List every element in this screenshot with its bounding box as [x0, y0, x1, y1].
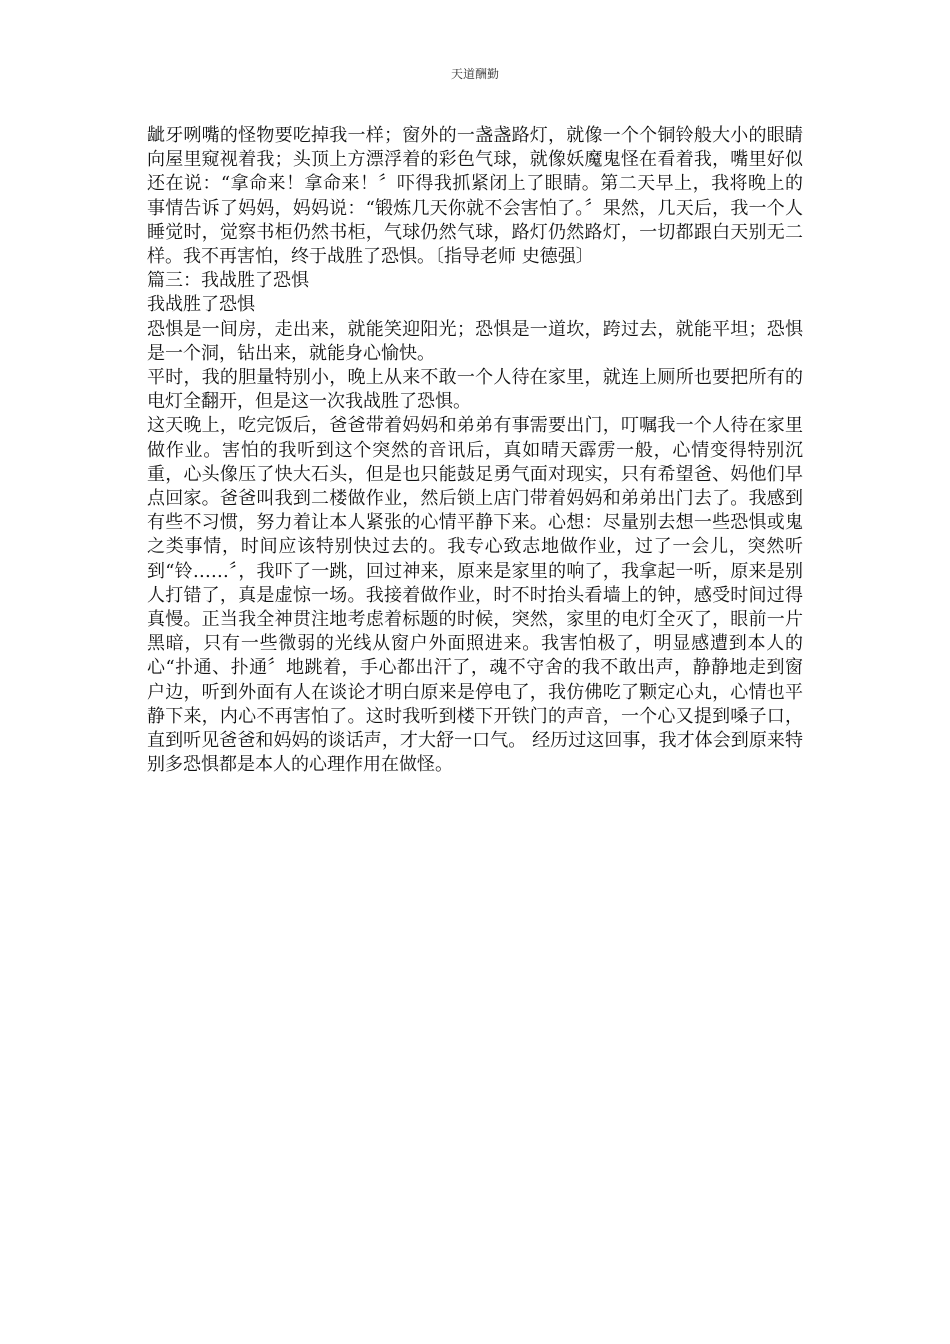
paragraph-story-ending: 龇牙咧嘴的怪物要吃掉我一样；窗外的一盏盏路灯，就像一个个铜铃般大小的眼睛向屋里窥视着我；头顶上方漂浮着的彩色气球，就像妖魔鬼怪在看着我，嘴里好似还在说：“拿命来！拿命来！〞吓得我抓紧闭上了眼睛。第二天早上，我将晚上的事情告诉了妈妈，妈妈说：“锻炼几天你就不会害怕了。〞果然，几天后，我一个人睡觉时，觉察书柜仍然书柜，气球仍然气球，路灯仍然路灯，一切都跟白天别无二样。我不再害怕，终于战胜了恐惧。〔指导老师 史德强〕	[147, 125, 803, 268]
essay-title: 我战胜了恐惧	[147, 294, 255, 316]
paragraph-narrative: 这天晚上，吃完饭后，爸爸带着妈妈和弟弟有事需要出门，叮嘱我一个人待在家里做作业。害怕的我听到这个突然的音讯后，真如晴天霹雳一般，心情变得特别沉重，心头像压了快大石头，但是也只能鼓足勇气面对现实，只有希望爸、妈他们早点回家。爸爸叫我到二楼做作业，然后锁上店门带着妈妈和弟弟出门去了。我感到有些不习惯，努力着让本人紧张的心情平静下来。心想：尽量别去想一些恐惧或鬼之类事情，时间应该特别快过去的。我专心致志地做作业，过了一会儿，突然听到“铃……〞，我吓了一跳，回过神来，原来是家里的响了，我拿起一听，原来是别人打错了，真是虚惊一场。我接着做作业，时不时抬头看墙上的钟，感受时间过得真慢。正当我全神贯注地考虑着标题的时候，突然，家里的电灯全灭了，眼前一片黑暗，只有一些微弱的光线从窗户外面照进来。我害怕极了，明显感遭到本人的心“扑通、扑通〞地跳着，手心都出汗了，魂不守舍的我不敢出声，静静地走到窗户边，听到外面有人在谈论才明白原来是停电了，我仿佛吃了颗定心丸，心情也平静下来，内心不再害怕了。这时我听到楼下开铁门的声音，一个心又提到嗓子口，直到听见爸爸和妈妈的谈话声，才大舒一口气。 经历过这回事，我才体会到原来特别多恐惧都是本人的心理作用在做怪。	[147, 415, 803, 776]
paragraph-background: 平时，我的胆量特别小，晚上从来不敢一个人待在家里，就连上厕所也要把所有的电灯全翻开，但是这一次我战胜了恐惧。	[147, 367, 803, 413]
paragraph-intro: 恐惧是一间房，走出来，就能笑迎阳光；恐惧是一道坎，跨过去，就能平坦；恐惧是一个洞，钻出来，就能身心愉快。	[147, 318, 803, 364]
document-body	[147, 124, 803, 777]
page-header: 天道酬勤	[450, 67, 499, 81]
section-heading: 篇三：我战胜了恐惧	[147, 270, 309, 292]
